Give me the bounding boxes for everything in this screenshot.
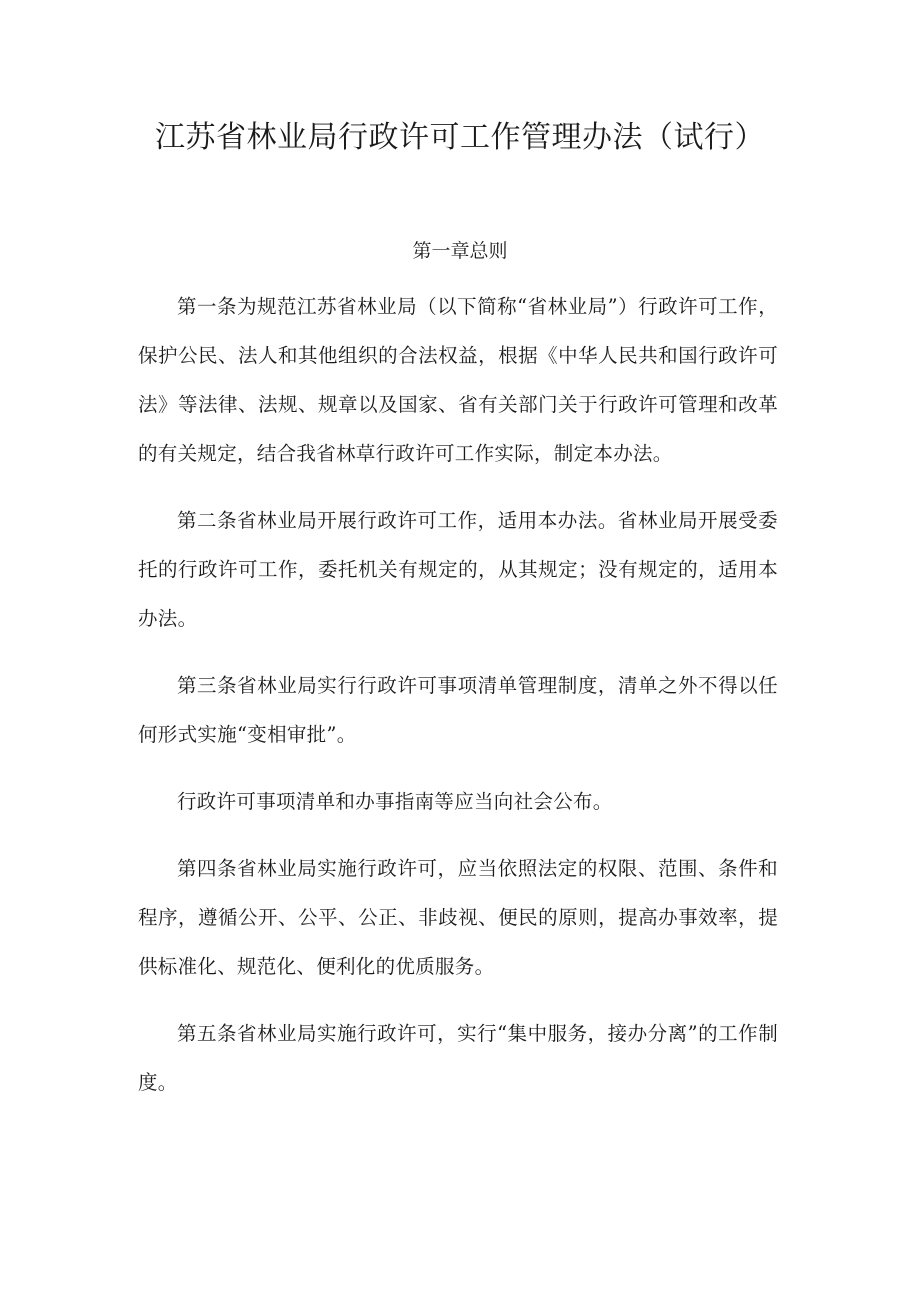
document-title: 江苏省林业局行政许可工作管理办法（试行）	[155, 120, 765, 155]
article-4-paragraph: 第四条省林业局实施行政许可，应当依照法定的权限、范围、条件和程序，遵循公开、公平、公正、非歧视、便民的原则，提高办事效率，提供标准化、规范化、便利化的优质服务。	[138, 857, 778, 978]
article-2-paragraph: 第二条省林业局开展行政许可工作，适用本办法。省林业局开展受委托的行政许可工作，委托机关有规定的，从其规定；没有规定的，适用本办法。	[138, 509, 778, 630]
article-1-paragraph: 第一条为规范江苏省林业局（以下简称“省林业局”）行政许可工作，保护公民、法人和其他组织的合法权益，根据《中华人民共和国行政许可法》等法律、法规、规章以及国家、省有关部门关于行政许可管理和改革的有关规定，结合我省林草行政许可工作实际，制定本办法。	[138, 295, 778, 465]
article-3-continuation-paragraph: 行政许可事项清单和办事指南等应当向社会公布。	[177, 790, 613, 813]
article-3-paragraph: 第三条省林业局实行行政许可事项清单管理制度，清单之外不得以任何形式实施“变相审批”。	[138, 674, 778, 746]
document-body	[138, 282, 778, 1125]
article-5-paragraph: 第五条省林业局实施行政许可，实行“集中服务，接办分离”的工作制度。	[138, 1022, 778, 1094]
chapter-heading: 第一章总则	[412, 240, 508, 262]
